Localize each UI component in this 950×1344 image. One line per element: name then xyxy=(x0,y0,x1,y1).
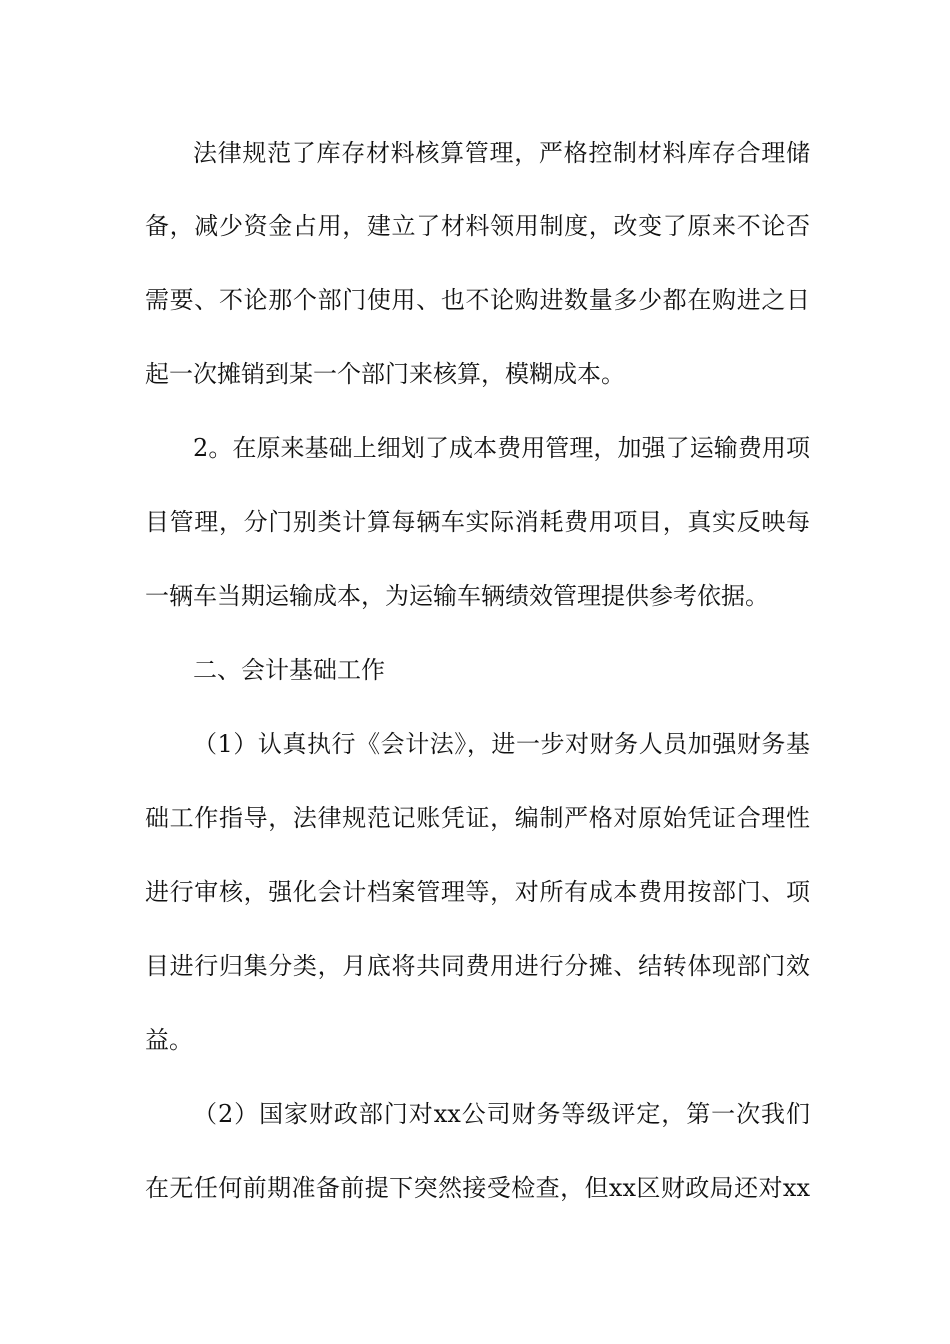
section-heading: 二、会计基础工作 xyxy=(193,656,385,684)
paragraph-line: 益。 xyxy=(145,1026,193,1054)
paragraph-line: 备，减少资金占用，建立了材料领用制度，改变了原来不论否 xyxy=(145,212,810,240)
paragraph-line: 在无任何前期准备前提下突然接受检查，但xx区财政局还对xx xyxy=(145,1174,810,1202)
paragraph-line: 法律规范了库存材料核算管理，严格控制材料库存合理储 xyxy=(193,139,810,167)
paragraph-line: 进行审核，强化会计档案管理等，对所有成本费用按部门、项 xyxy=(145,878,810,906)
paragraph-line: 2。在原来基础上细划了成本费用管理，加强了运输费用项 xyxy=(193,434,810,462)
paragraph-line: （2）国家财政部门对xx公司财务等级评定，第一次我们 xyxy=(193,1100,810,1128)
paragraph-line: 目管理，分门别类计算每辆车实际消耗费用项目，真实反映每 xyxy=(145,508,810,536)
paragraph-line: 础工作指导，法律规范记账凭证，编制严格对原始凭证合理性 xyxy=(145,804,810,832)
paragraph-line: 一辆车当期运输成本，为运输车辆绩效管理提供参考依据。 xyxy=(145,582,769,610)
paragraph-line: 目进行归集分类，月底将共同费用进行分摊、结转体现部门效 xyxy=(145,952,810,980)
paragraph-line: （1）认真执行《会计法》，进一步对财务人员加强财务基 xyxy=(193,730,810,758)
paragraph-line: 起一次摊销到某一个部门来核算，模糊成本。 xyxy=(145,360,625,388)
paragraph-line: 需要、不论那个部门使用、也不论购进数量多少都在购进之日 xyxy=(145,286,810,314)
